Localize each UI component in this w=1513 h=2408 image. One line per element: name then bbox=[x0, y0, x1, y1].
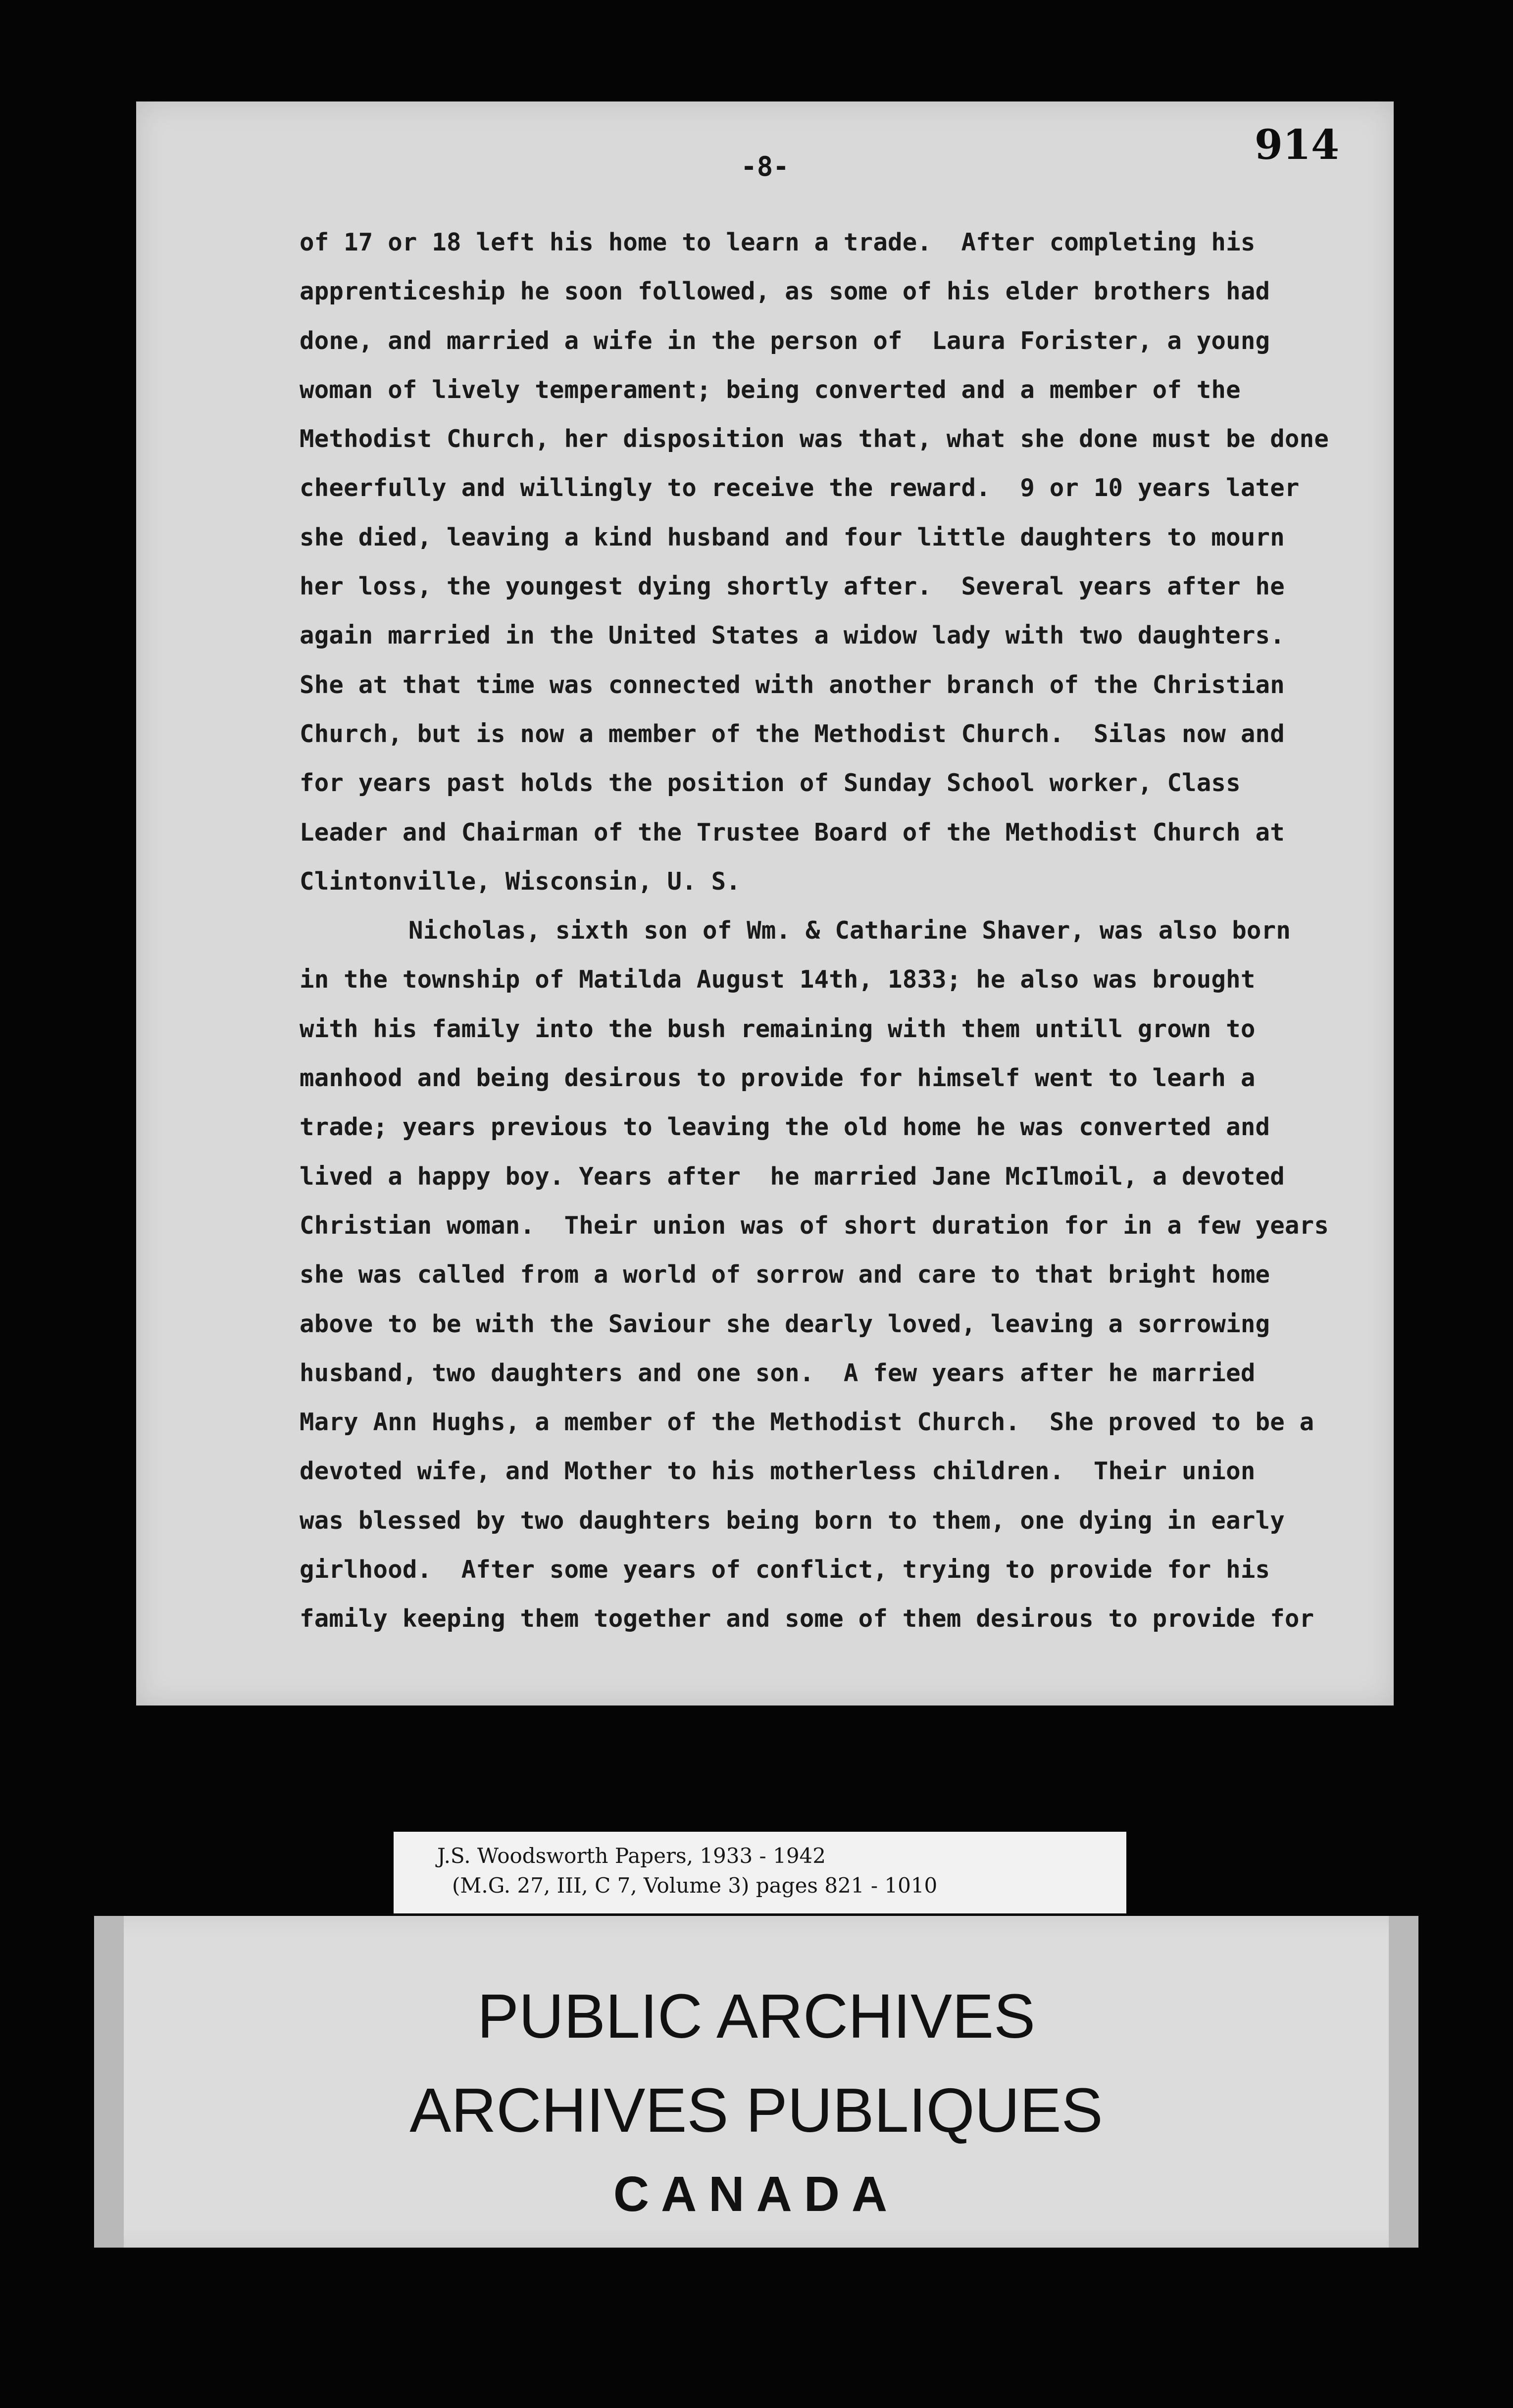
text-line: husband, two daughters and one son. A few years after he married bbox=[300, 1358, 1256, 1387]
typed-text-body bbox=[300, 218, 1354, 1644]
text-line: devoted wife, and Mother to his motherless children. Their union bbox=[300, 1457, 1256, 1486]
citation-label bbox=[394, 1832, 1126, 1913]
text-line: she was called from a world of sorrow and care to that bright home bbox=[300, 1260, 1270, 1289]
archives-card bbox=[94, 1916, 1418, 2248]
text-line: done, and married a wife in the person of Laura Forister, a young bbox=[300, 326, 1270, 355]
text-line: trade; years previous to leaving the old home he was converted and bbox=[300, 1113, 1270, 1142]
text-line: again married in the United States a widow lady with two daughters. bbox=[300, 621, 1285, 650]
text-line: cheerfully and willingly to receive the reward. 9 or 10 years later bbox=[300, 474, 1300, 502]
text-line: Mary Ann Hughs, a member of the Methodist Church. She proved to be a bbox=[300, 1408, 1314, 1437]
text-line: Nicholas, sixth son of Wm. & Catharine Shaver, was also born bbox=[408, 916, 1291, 945]
text-line: girlhood. After some years of conflict, trying to provide for his bbox=[300, 1555, 1270, 1584]
archives-country: CANADA bbox=[613, 2166, 900, 2222]
citation-line: (M.G. 27, III, C 7, Volume 3) pages 821 - 1010 bbox=[452, 1873, 938, 1898]
text-line: apprenticeship he soon followed, as some of his elder brothers had bbox=[300, 277, 1270, 306]
text-line: Church, but is now a member of the Methodist Church. Silas now and bbox=[300, 719, 1285, 748]
text-line: with his family into the bush remaining with them untill grown to bbox=[300, 1014, 1256, 1043]
text-line: she died, leaving a kind husband and four little daughters to mourn bbox=[300, 523, 1285, 552]
text-line: Christian woman. Their union was of short duration for in a few years bbox=[300, 1211, 1329, 1240]
text-line: lived a happy boy. Years after he married Jane McIlmoil, a devoted bbox=[300, 1162, 1285, 1191]
text-line: her loss, the youngest dying shortly after. Several years after he bbox=[300, 572, 1285, 601]
text-line: was blessed by two daughters being born to them, one dying in early bbox=[300, 1506, 1285, 1535]
archives-title-french: ARCHIVES PUBLIQUES bbox=[409, 2075, 1103, 2145]
text-line: Leader and Chairman of the Trustee Board of the Methodist Church at bbox=[300, 818, 1285, 847]
text-line: Clintonville, Wisconsin, U. S. bbox=[300, 867, 741, 896]
text-line: She at that time was connected with another branch of the Christian bbox=[300, 670, 1285, 699]
text-line: woman of lively temperament; being converted and a member of the bbox=[300, 375, 1241, 404]
page-marker: -8- bbox=[741, 151, 789, 182]
folio-number: 914 bbox=[1254, 121, 1339, 169]
citation-line: J.S. Woodsworth Papers, 1933 - 1942 bbox=[437, 1844, 826, 1868]
document-page bbox=[136, 101, 1394, 1706]
text-line: in the township of Matilda August 14th, 1833; he also was brought bbox=[300, 965, 1256, 994]
text-line: manhood and being desirous to provide for himself went to learh a bbox=[300, 1064, 1256, 1093]
text-line: family keeping them together and some of them desirous to provide for bbox=[300, 1605, 1314, 1633]
text-line: above to be with the Saviour she dearly loved, leaving a sorrowing bbox=[300, 1309, 1270, 1338]
text-line: Methodist Church, her disposition was that, what she done must be done bbox=[300, 425, 1329, 453]
text-line: for years past holds the position of Sunday School worker, Class bbox=[300, 769, 1241, 798]
text-line: of 17 or 18 left his home to learn a trade. After completing his bbox=[300, 228, 1256, 256]
archives-title-english: PUBLIC ARCHIVES bbox=[477, 1981, 1036, 2051]
